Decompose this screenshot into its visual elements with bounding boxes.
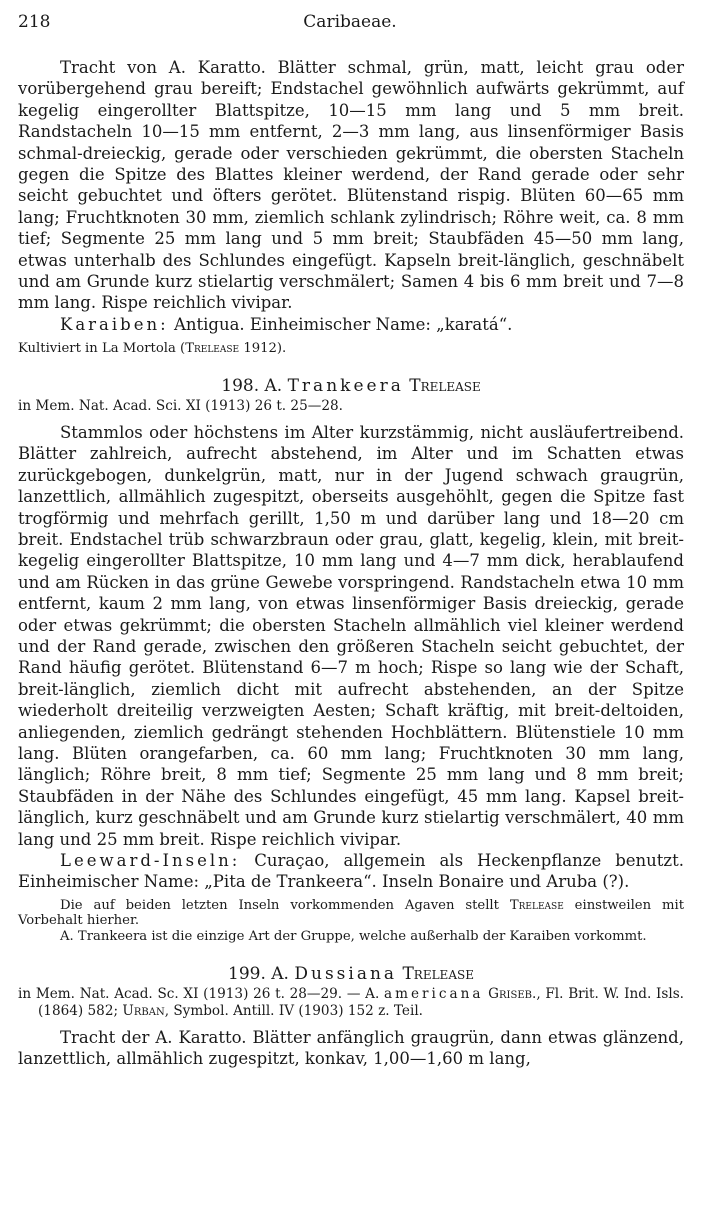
species-199-author: Trelease	[402, 963, 474, 984]
species-198-distribution-label: Leeward-Inseln:	[60, 851, 241, 870]
species-199-number: 199. A.	[228, 963, 289, 984]
species-199-title	[18, 963, 684, 985]
species-199-synonym: americana	[383, 985, 484, 1002]
cultivation-note	[18, 341, 684, 357]
karatto-description: Tracht von A. Karatto. Blätter schmal, grün, matt, leicht grau oder vorübergehend grau bereift; Endstachel gewöhnlich aufwärts gekrümmt, auf kegelig eingerollter Blattspitze, 10—15 mm lang und 5 mm breit. Randstacheln 10—15 mm entfernt, 2—3 mm lang, aus linsenförmiger Basis schmal-dreieckig, gerade oder verschieden gekrümmt, die obersten Stacheln gegen die Spitze des Blattes kleiner werdend, der Rand gerade oder sehr seicht gebuchtet und öfters gerötet. Blütenstand rispig. Blüten 60—65 mm lang; Fruchtknoten 30 mm, ziemlich schlank zylindrisch; Röhre weit, ca. 8 mm tief; Segmente 25 mm lang und 5 mm breit; Staubfäden 45—50 mm lang, etwas unterhalb des Schlundes eingefügt. Kapseln breit-länglich, geschnäbelt und am Grunde kurz stielartig verschmälert; Samen 4 bis 6 mm breit und 7—8 mm lang. Rispe reichlich vivipar.	[18, 58, 684, 313]
species-198-name: Trankeera	[287, 375, 404, 396]
page-body	[18, 57, 684, 1069]
karatto-distribution-label: Karaiben:	[60, 314, 169, 334]
species-198-citation: in Mem. Nat. Acad. Sci. XI (1913) 26 t. 25—28.	[18, 397, 343, 414]
cultivation-author: Trelease	[185, 341, 240, 357]
karatto-distribution-text: Antigua. Einheimischer Name: „karatá“.	[173, 314, 513, 334]
species-198-author: Trelease	[409, 375, 481, 396]
species-199-citation-start: in Mem. Nat. Acad. Sc. XI (1913) 26 t. 28—29. — A.	[18, 985, 380, 1002]
cultivation-year: 1912).	[239, 341, 287, 357]
species-198-note-1-end: einstweilen mit Vorbehalt hierher.	[18, 897, 684, 929]
species-199-citation-middle: , Fl. Brit. W. Ind. Isls. (1864) 582;	[38, 985, 684, 1019]
species-198-note-2: A. Trankeera ist die einzige Art der Gruppe, welche außerhalb der Karaiben vorkommt.	[60, 929, 647, 944]
page-header	[18, 12, 682, 36]
species-198-distribution	[18, 850, 684, 893]
karatto-distribution	[18, 314, 684, 335]
species-198-note-1-start: Die auf beiden letzten Inseln vorkommenden Agaven stellt	[60, 897, 499, 913]
species-198-title	[18, 375, 684, 397]
cultivation-text: Kultiviert in La Mortola (	[18, 341, 186, 357]
species-199-citation	[18, 986, 684, 1020]
species-199-citation-end: , Symbol. Antill. IV (1903) 152 z. Teil.	[164, 1002, 423, 1019]
running-title: Caribaeae.	[303, 12, 397, 32]
species-199-description: Tracht der A. Karatto. Blätter anfänglich graugrün, dann etwas glänzend, lanzettlich, allmählich zugespitzt, konkav, 1,00—1,60 m lang,	[18, 1027, 684, 1068]
species-198-note-1	[18, 898, 684, 929]
species-198-distribution-text: Curaçao, allgemein als Heckenpflanze benutzt. Einheimischer Name: „Pita de Trankeera“. Inseln Bonaire und Aruba (?).	[18, 851, 684, 892]
species-199-synonym-author: Griseb.	[488, 985, 537, 1002]
species-198-note-1-author: Trelease	[509, 897, 564, 913]
species-199-name: Dussiana	[294, 963, 398, 984]
species-198-description: Stammlos oder höchstens im Alter kurzstämmig, nicht ausläufertreibend. Blätter zahlreich, aufrecht abstehend, im Alter und im Schatten etwas zurückgebogen, dunkelgrün, matt, nur in der Jugend schwach graugrün, lanzettlich, allmählich zugespitzt, oberseits ausgehöhlt, gegen die Spitze fast trogförmig und mehrfach gerillt, 1,50 m und darüber lang und 18—20 cm breit. Endstachel trüb schwarzbraun oder grau, glatt, kegelig, klein, mit breit-kegelig eingerollter Blattspitze, 10 mm lang und 4—7 mm dick, herablaufend und am Rücken in das grüne Gewebe vorspringend. Randstacheln etwa 10 mm entfernt, kaum 2 mm lang, von etwas linsenförmiger Basis dreieckig, gerade oder etwas gekrümmt; die obersten Stacheln allmählich viel kleiner werdend und der Rand gerade, zwischen den größeren Stacheln seicht gebuchtet, der Rand häufig gerötet. Blütenstand 6—7 m hoch; Rispe so lang wie der Schaft, breit-länglich, ziemlich dicht mit aufrecht abstehenden, an der Spitze wiederholt dreiteilig verzweigten Aesten; Schaft kräftig, mit breit-deltoiden, anliegenden, ziemlich gedrängt stehenden Hochblättern. Blütenstiele 10 mm lang. Blüten orangefarben, ca. 60 mm lang; Fruchtknoten 30 mm lang, länglich; Röhre breit, 8 mm tief; Segmente 25 mm lang und 8 mm breit; Staubfäden in der Nähe des Schlundes eingefügt, 45 mm lang. Kapsel breit-länglich, kurz geschnäbelt und am Grunde kurz stielartig verschmälert, 40 mm lang und 25 mm breit. Rispe reichlich vivipar.	[18, 422, 684, 849]
species-199-citation-author: Urban	[122, 1002, 165, 1019]
species-198-number: 198. A.	[221, 375, 283, 396]
page-number: 218	[18, 12, 51, 32]
